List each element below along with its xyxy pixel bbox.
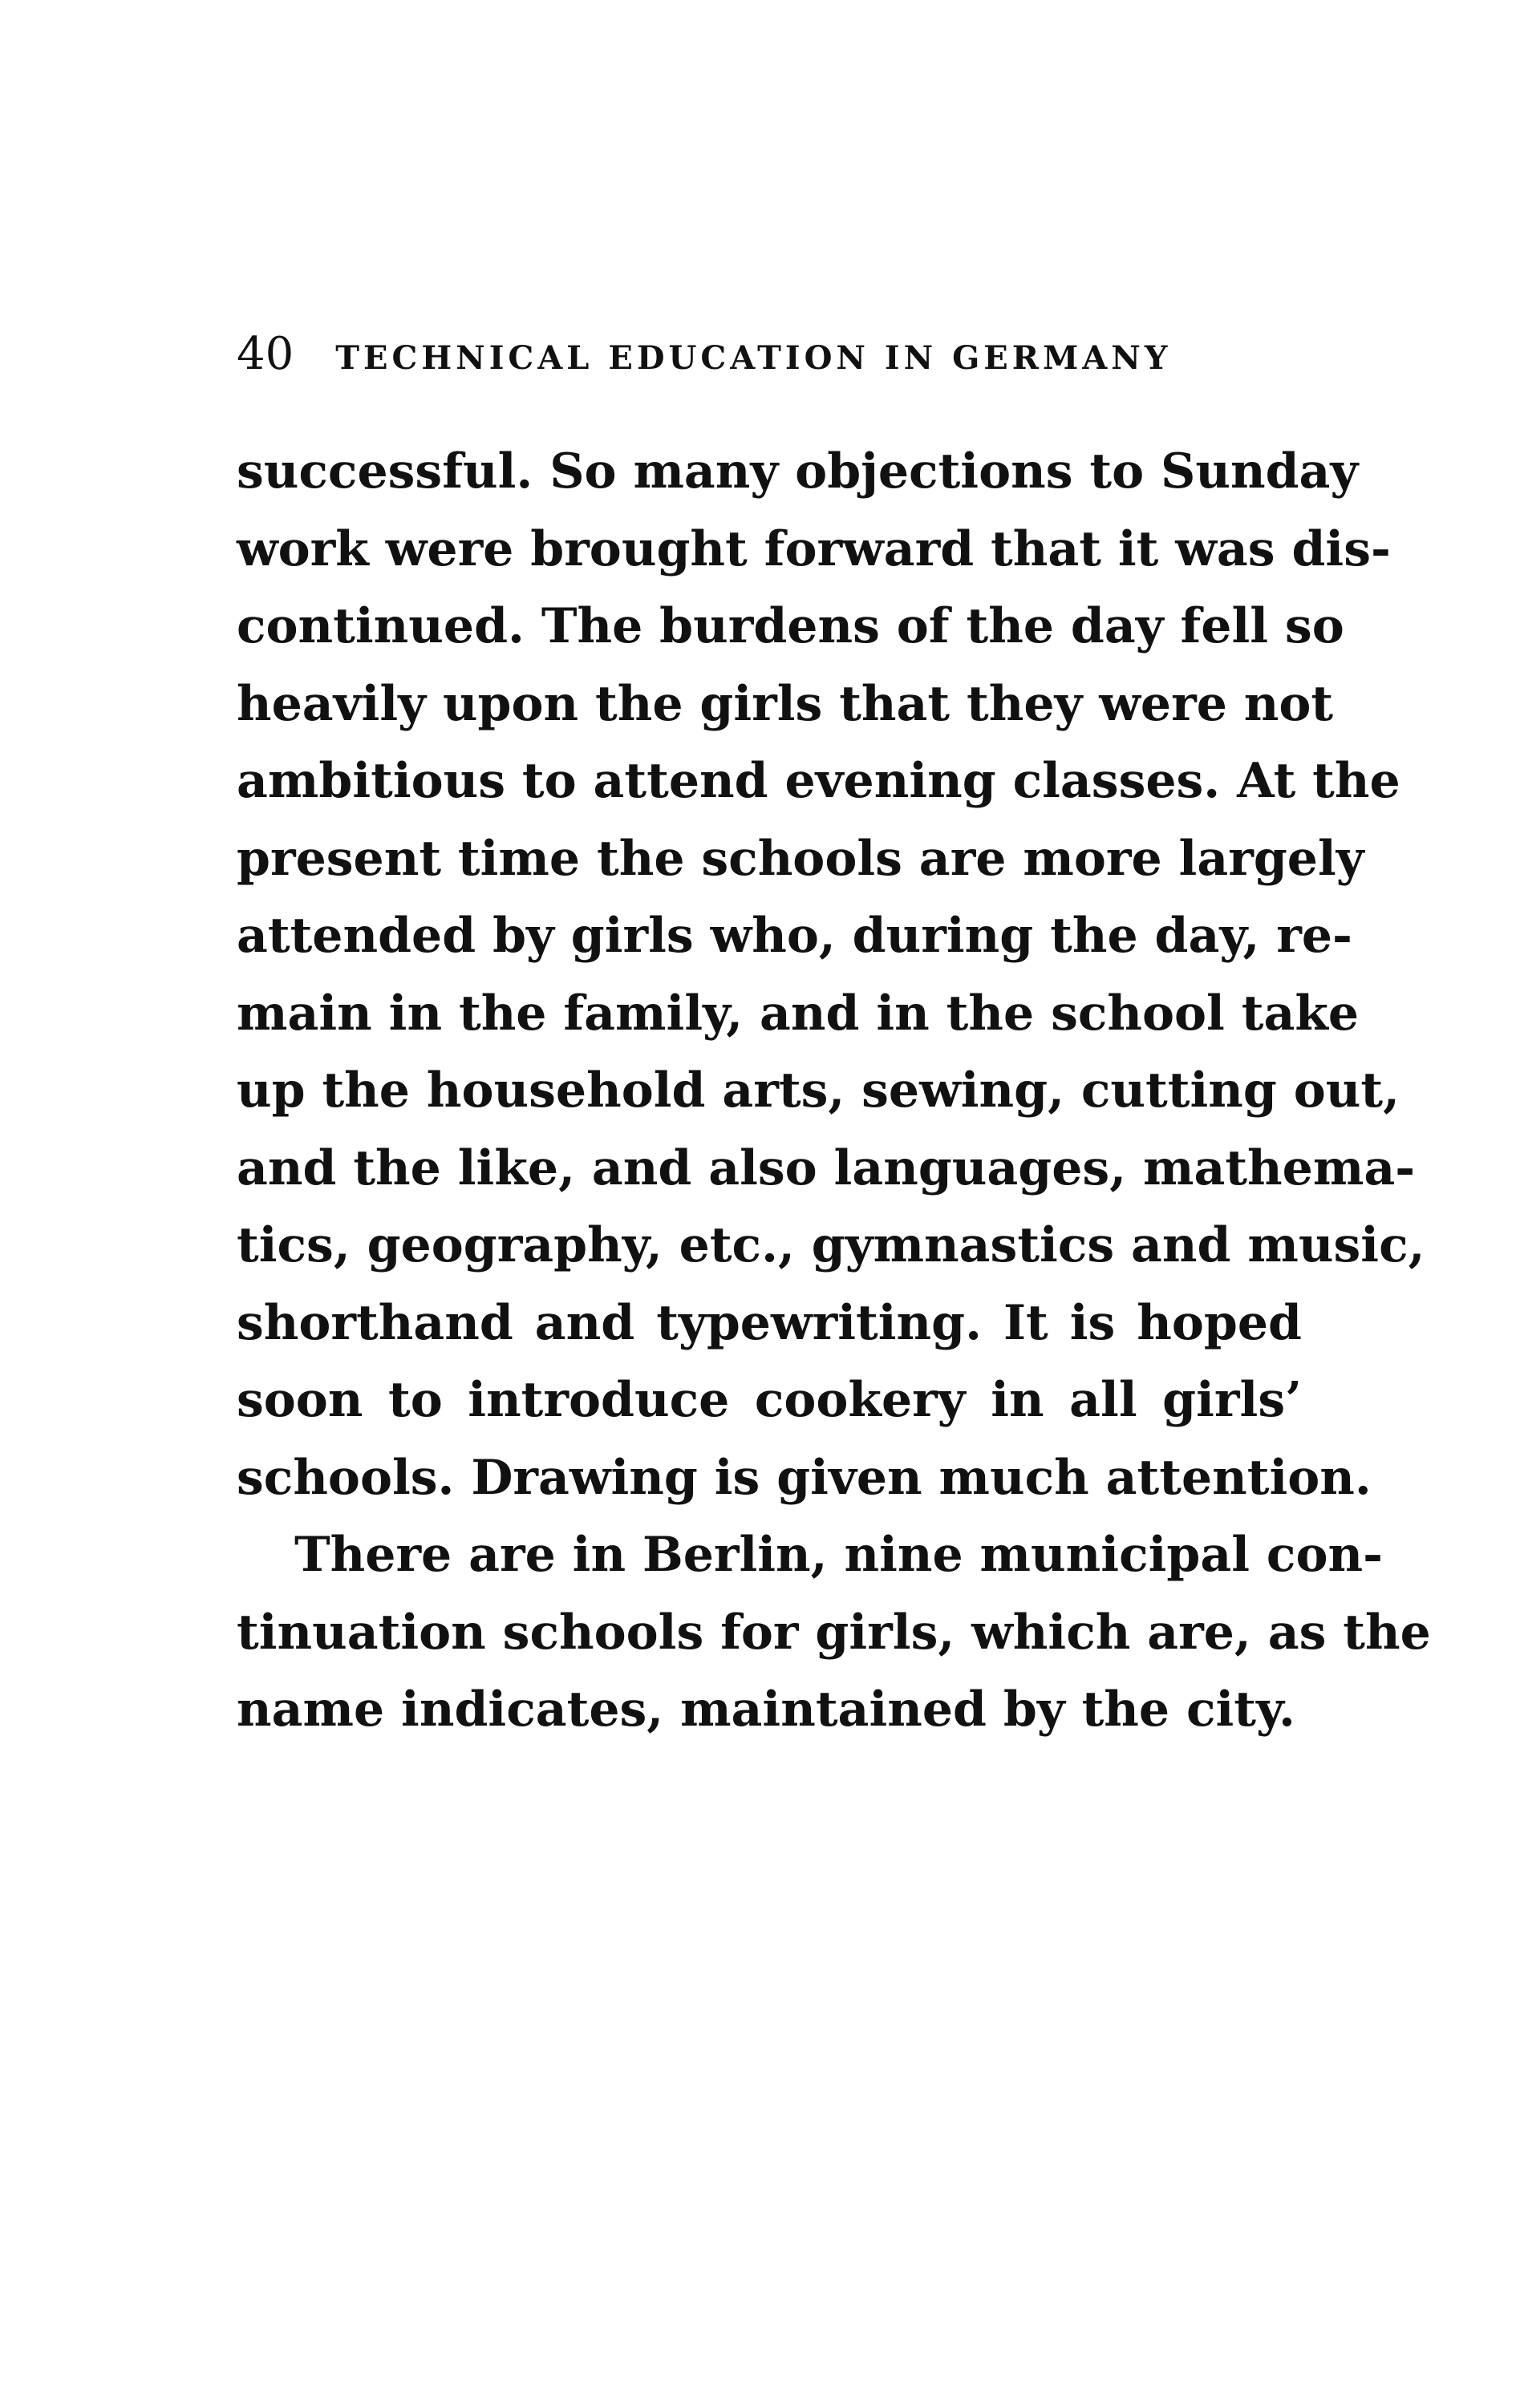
paragraph-1 xyxy=(237,433,1425,1516)
text-line: shorthand and typewriting. It is hoped xyxy=(237,1294,1302,1351)
running-title: TECHNICAL EDUCATION IN GERMANY xyxy=(335,339,1172,377)
text-line: There are in Berlin, nine municipal con- xyxy=(294,1527,1384,1583)
text-line: heavily upon the girls that they were not xyxy=(237,675,1334,732)
text-line: ambitious to attend evening classes. At the xyxy=(237,753,1400,809)
text-line: tics, geography, etc., gymnastics and music, xyxy=(237,1217,1425,1273)
text-line: and the like, and also languages, mathema- xyxy=(237,1139,1416,1196)
text-line: present time the schools are more largely xyxy=(237,830,1364,887)
page-number: 40 xyxy=(237,328,294,380)
text-line: main in the family, and in the school take xyxy=(237,985,1360,1042)
text-line: work were brought forward that it was dis- xyxy=(237,520,1391,577)
text-line: tinuation schools for girls, which are, as the xyxy=(237,1604,1431,1661)
text-line: schools. Drawing is given much attention. xyxy=(237,1449,1372,1506)
text-line: successful. So many objections to Sunday xyxy=(237,443,1359,500)
text-line: attended by girls who, during the day, re- xyxy=(237,908,1352,964)
text-line: up the household arts, sewing, cutting out, xyxy=(237,1062,1400,1119)
running-head xyxy=(237,322,1303,386)
text-line: continued. The burdens of the day fell so xyxy=(237,598,1344,654)
text-line: soon to introduce cookery in all girls’ xyxy=(237,1372,1302,1428)
text-line: name indicates, maintained by the city. xyxy=(237,1682,1295,1738)
paragraph-2 xyxy=(237,1516,1431,1749)
body-text xyxy=(237,433,1431,1749)
